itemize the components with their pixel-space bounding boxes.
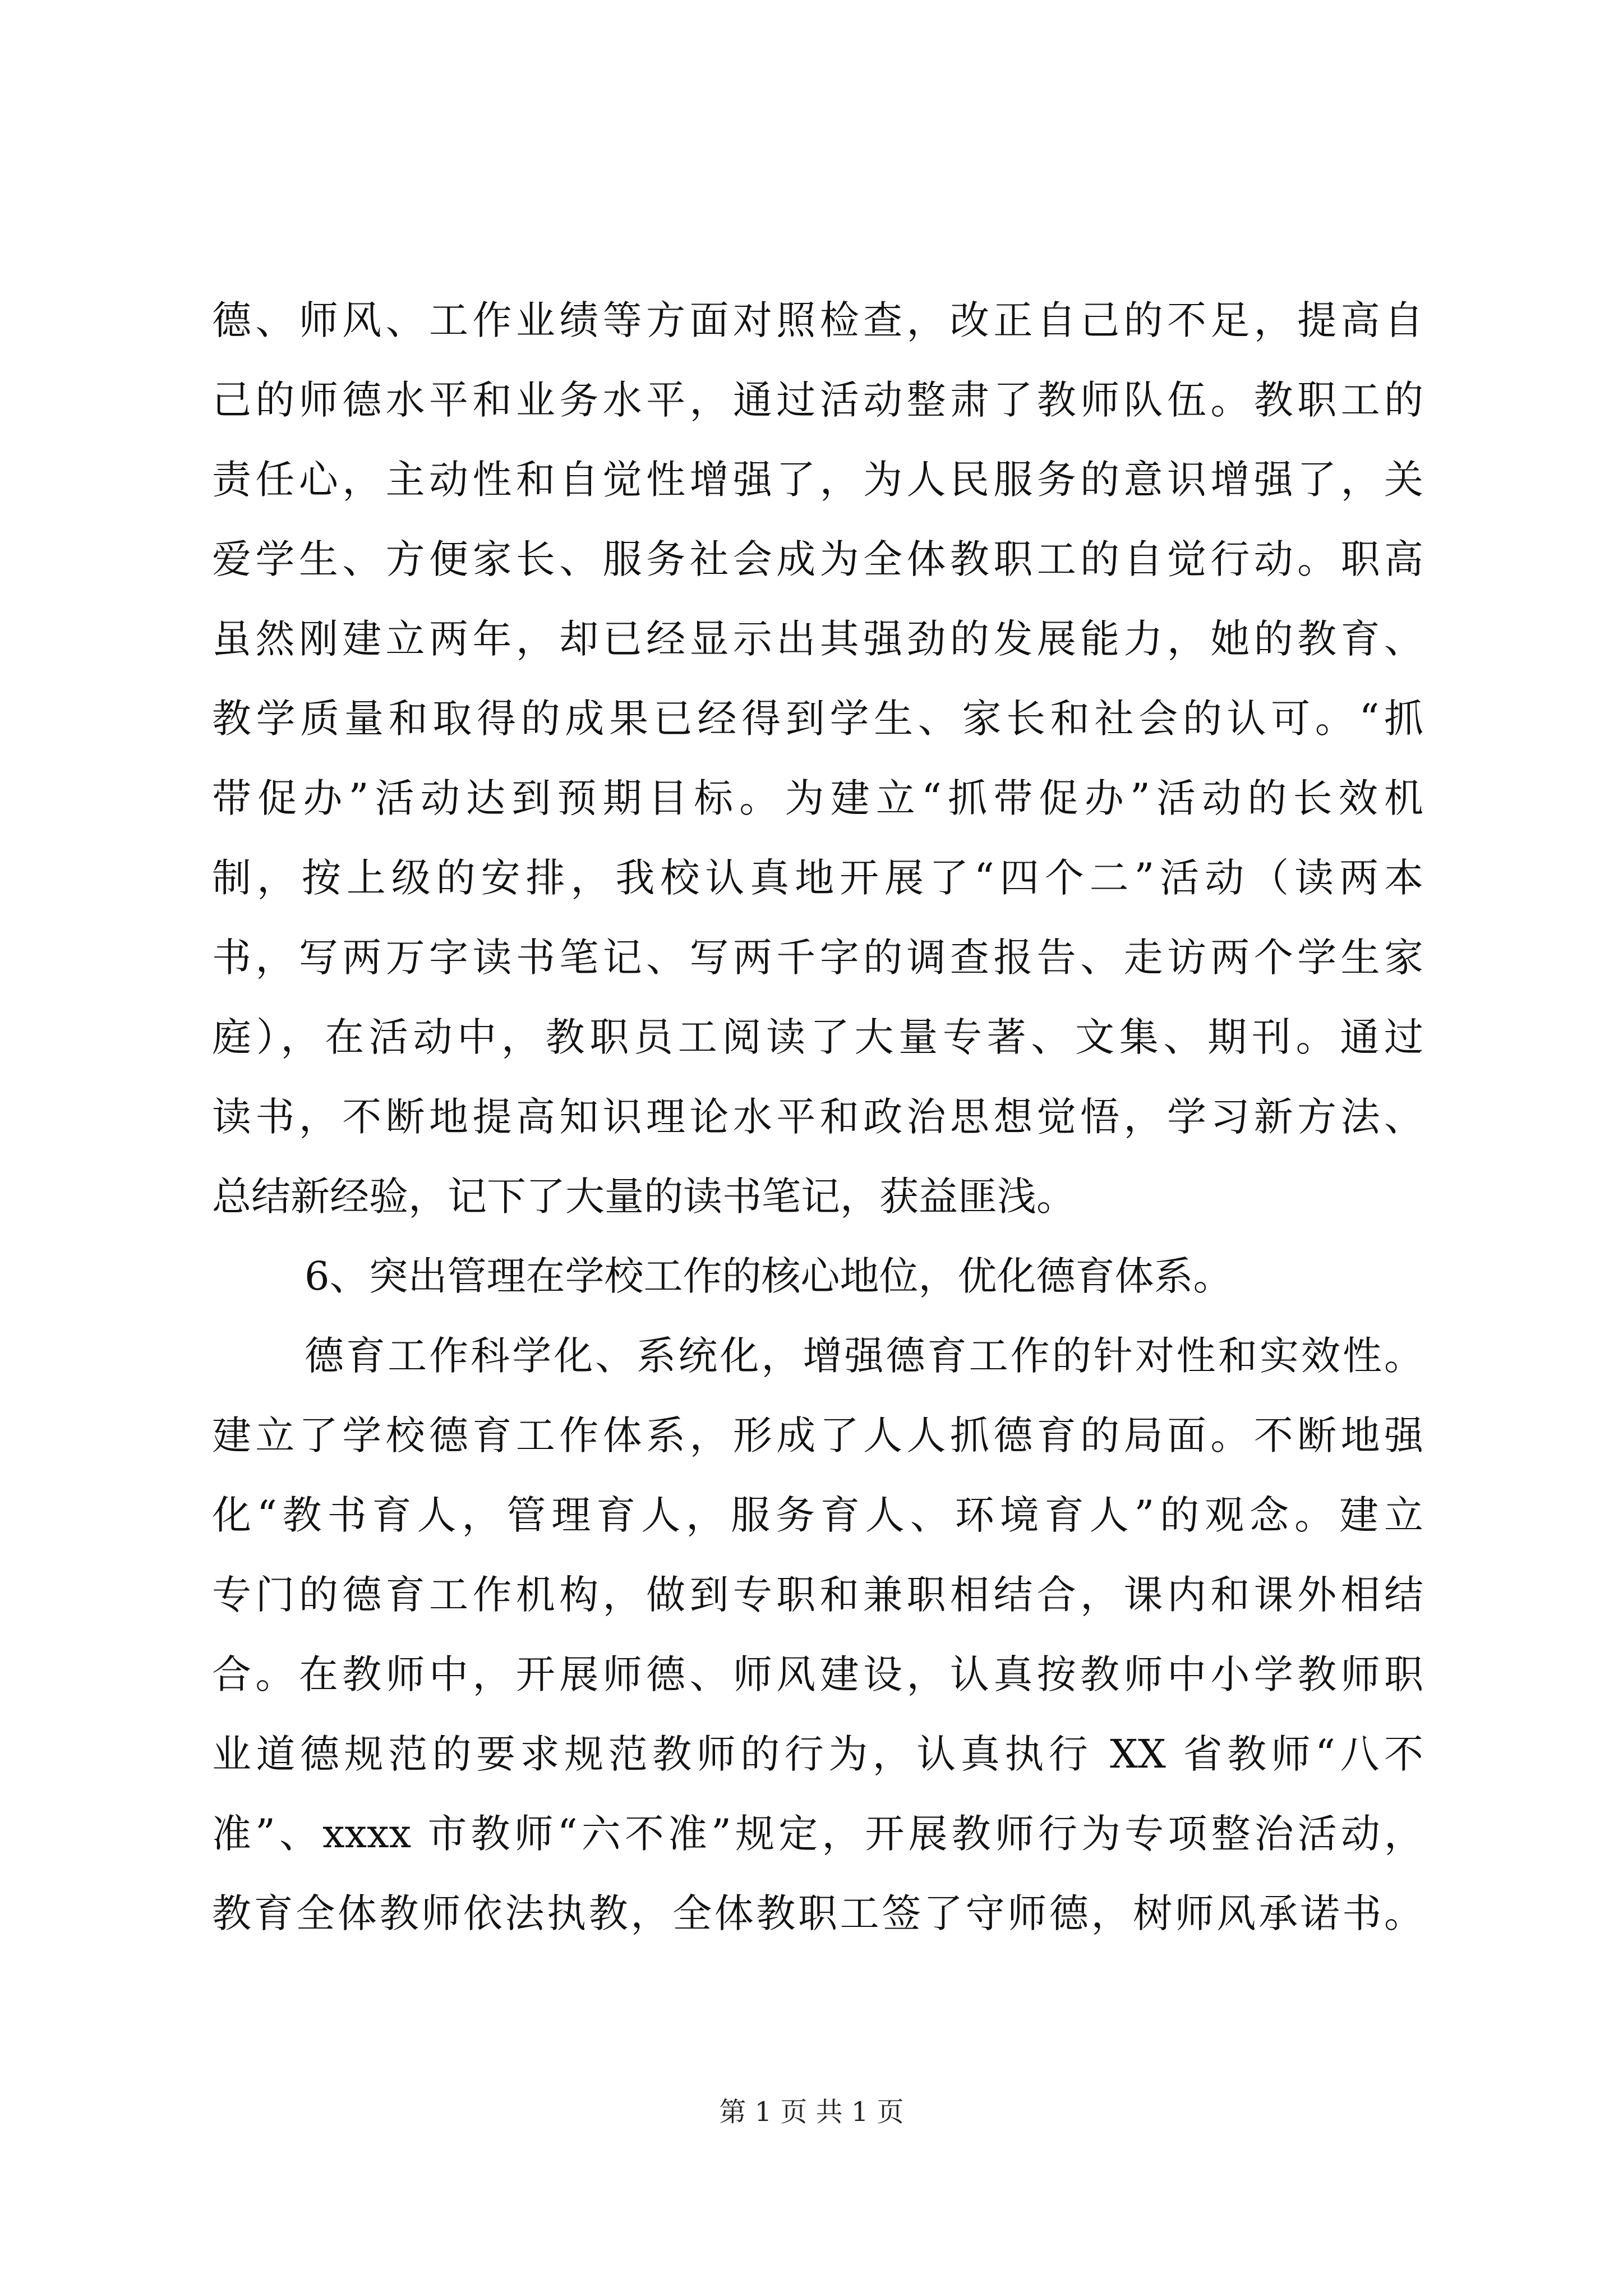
body-text xyxy=(212,280,1423,1953)
text-line: 合。在教师中，开展师德、师风建设，认真按教师中小学教师职 xyxy=(212,1651,1423,1697)
text-line: 己的师德水平和业务水平，通过活动整肃了教师队伍。教职工的 xyxy=(212,377,1423,423)
section-heading: 6、突出管理在学校工作的核心地位，优化德育体系。 xyxy=(305,1253,1233,1299)
text-line: 专门的德育工作机构，做到专职和兼职相结合，课内和课外相结 xyxy=(212,1572,1423,1618)
text-line: 业道德规范的要求规范教师的行为，认真执行 XX 省教师“八不 xyxy=(212,1731,1423,1777)
text-line: 教育全体教师依法执教，全体教职工签了守师德，树师风承诺书。 xyxy=(212,1890,1423,1936)
page-footer: 第 1 页 共 1 页 xyxy=(719,2096,904,2128)
text-line: 准”、xxxx 市教师“六不准”规定，开展教师行为专项整治活动， xyxy=(212,1811,1423,1857)
text-line: 庭），在活动中，教职员工阅读了大量专著、文集、期刊。通过 xyxy=(212,1014,1423,1060)
text-line: 建立了学校德育工作体系，形成了人人抓德育的局面。不断地强 xyxy=(212,1412,1423,1458)
text-line: 德育工作科学化、系统化，增强德育工作的针对性和实效性。 xyxy=(305,1333,1423,1379)
text-line: 读书，不断地提高知识理论水平和政治思想觉悟，学习新方法、 xyxy=(212,1094,1423,1140)
text-line: 德、师风、工作业绩等方面对照检查，改正自己的不足，提高自 xyxy=(212,297,1423,343)
text-line: 书，写两万字读书笔记、写两千字的调查报告、走访两个学生家 xyxy=(212,935,1423,981)
text-line: 责任心，主动性和自觉性增强了，为人民服务的意识增强了，关 xyxy=(212,457,1423,503)
text-line: 教学质量和取得的成果已经得到学生、家长和社会的认可。“抓 xyxy=(212,696,1423,742)
text-line: 化“教书育人，管理育人，服务育人、环境育人”的观念。建立 xyxy=(212,1492,1423,1538)
text-line: 爱学生、方便家长、服务社会成为全体教职工的自觉行动。职高 xyxy=(212,536,1423,582)
text-line: 总结新经验，记下了大量的读书笔记，获益匪浅。 xyxy=(212,1174,1076,1220)
text-line: 虽然刚建立两年，却已经显示出其强劲的发展能力，她的教育、 xyxy=(212,616,1423,662)
text-line: 带促办”活动达到预期目标。为建立“抓带促办”活动的长效机 xyxy=(212,775,1423,821)
text-line: 制，按上级的安排，我校认真地开展了“四个二”活动（读两本 xyxy=(212,855,1423,901)
